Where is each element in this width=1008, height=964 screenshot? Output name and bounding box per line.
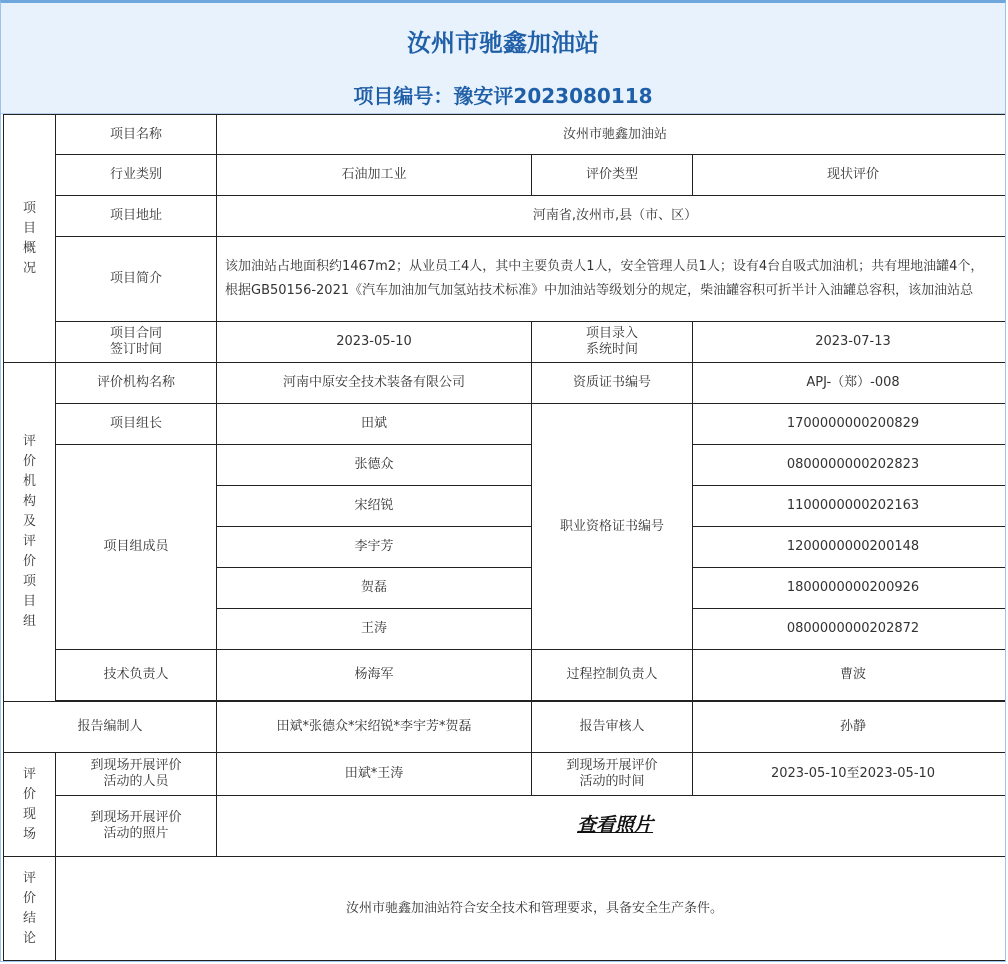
- agency-value: 河南中原安全技术装备有限公司: [217, 363, 532, 404]
- project-name-label: 项目名称: [56, 115, 217, 155]
- section-conclusion: 评价结论: [4, 857, 56, 961]
- eval-type-label: 评价类型: [532, 155, 693, 196]
- member-cert: 1800000000200926: [693, 568, 1007, 609]
- member-cert: 1200000000200148: [693, 527, 1007, 568]
- conclusion-text: 汝州市驰鑫加油站符合安全技术和管理要求，具备安全生产条件。: [56, 857, 1007, 961]
- cert-label: 资质证书编号: [532, 363, 693, 404]
- project-info-table: [3, 114, 1006, 961]
- section-overview: 项目概况: [4, 115, 56, 363]
- intro-value: [217, 237, 1007, 322]
- site-time-label: 到现场开展评价 活动的时间: [532, 753, 693, 796]
- project-number: 项目编号：豫安评2023080118: [353, 84, 653, 108]
- member-name: 王涛: [217, 609, 532, 650]
- report-author-value: 田斌*张德众*宋绍锐*李宇芳*贺磊: [217, 702, 532, 753]
- member-cert: 0800000000202872: [693, 609, 1007, 650]
- contract-date-value: 2023-05-10: [217, 322, 532, 363]
- address-value: 河南省,汝州市,县（市、区）: [217, 196, 1007, 237]
- eval-type-value: 现状评价: [693, 155, 1007, 196]
- member-name: 贺磊: [217, 568, 532, 609]
- member-name: 张德众: [217, 445, 532, 486]
- address-label: 项目地址: [56, 196, 217, 237]
- member-cert: 0800000000202823: [693, 445, 1007, 486]
- site-people-label: 到现场开展评价 活动的人员: [56, 753, 217, 796]
- contract-date-label: 项目合同 签订时间: [56, 322, 217, 363]
- tech-lead-label: 技术负责人: [56, 650, 217, 701]
- cert-value: APJ-（郑）-008: [693, 363, 1007, 404]
- member-name: 宋绍锐: [217, 486, 532, 527]
- member-cert: 1100000000202163: [693, 486, 1007, 527]
- qual-cert-label: 职业资格证书编号: [532, 404, 693, 650]
- report-reviewer-value: 孙静: [693, 702, 1007, 753]
- intro-label: 项目简介: [56, 237, 217, 322]
- tech-lead-value: 杨海军: [217, 650, 532, 701]
- header-banner: [1, 3, 1005, 114]
- industry-label: 行业类别: [56, 155, 217, 196]
- intro-line-2: 根据GB50156-2021《汽车加油加气加氢站技术标准》中加油站等级划分的规定，柴油罐容积可折半计入油罐总容积，该加油站总: [225, 283, 974, 298]
- site-people-value: 田斌*王涛: [217, 753, 532, 796]
- agency-label: 评价机构名称: [56, 363, 217, 404]
- section-site: 评价现场: [4, 753, 56, 857]
- industry-value: 石油加工业: [217, 155, 532, 196]
- members-label: 项目组成员: [56, 445, 217, 650]
- site-photo-cell: [217, 796, 1007, 857]
- member-name: 李宇芳: [217, 527, 532, 568]
- section-org: 评价机构及评价项目组: [4, 363, 56, 702]
- leader-label: 项目组长: [56, 404, 217, 445]
- process-lead-label: 过程控制负责人: [532, 650, 693, 701]
- leader-name: 田斌: [217, 404, 532, 445]
- intro-line-1: 该加油站占地面积约1467m2；从业员工4人，其中主要负责人1人，安全管理人员1人；设有4台自吸式加油机；共有埋地油罐4个，: [225, 259, 984, 274]
- page-title: 汝州市驰鑫加油站: [407, 29, 599, 57]
- report-reviewer-label: 报告审核人: [532, 702, 693, 753]
- report-author-label: 报告编制人: [4, 702, 217, 753]
- process-lead-value: 曹波: [693, 650, 1007, 701]
- site-time-value: 2023-05-10至2023-05-10: [693, 753, 1007, 796]
- entry-date-value: 2023-07-13: [693, 322, 1007, 363]
- view-photos-link[interactable]: 查看照片: [577, 813, 654, 836]
- entry-date-label: 项目录入 系统时间: [532, 322, 693, 363]
- project-name-value: 汝州市驰鑫加油站: [217, 115, 1007, 155]
- leader-cert: 1700000000200829: [693, 404, 1007, 445]
- site-photo-label: 到现场开展评价 活动的照片: [56, 796, 217, 857]
